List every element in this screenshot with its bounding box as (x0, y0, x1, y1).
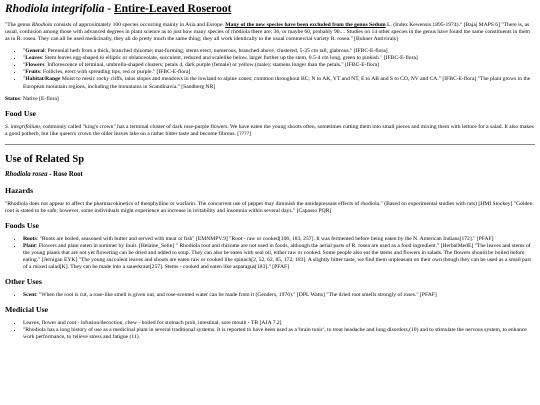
list-item (23, 236, 535, 243)
title-common-name-link[interactable]: Entire-Leaved Roseroot (113, 3, 232, 15)
food-item-label: Plant (23, 242, 36, 249)
feature-text: : Inflorescence of terminal, umbrella-shaped clusters; petals 4, dark purple (female) or yellow (male); stamens longer than the petals." [IFBC-E-flora] (44, 62, 379, 69)
related-species-scientific: Rhodiola rosea (5, 171, 48, 179)
hazards-heading: Hazards (5, 185, 34, 195)
medicinal-use-heading: Medicial Use (5, 305, 49, 315)
food-use-text: , commonly called "king's crown" has a terminal cluster of dark rose-purple flowers. We have eaten the young shoots often, sometimes cutting them into small pieces and mixing them with lettuce for a salad. It also makes a good potherb, but like queen's crown the older leaves take on a rather bitter taste and become fibrous. [????] (5, 123, 534, 137)
status-text: : Native [E-flora] (19, 95, 59, 102)
food-item-label: Roots (23, 235, 37, 242)
list-item (23, 292, 535, 299)
other-use-text: : "When the root is cut, a rose-like smell is given out, and rose-scented water can be made from it (Genders, 1976)." [DPL Watts] "The dried root smells strongly of roses." [PFAF] (36, 292, 437, 299)
status-line (5, 96, 535, 103)
other-use-label: Scent (23, 292, 37, 299)
feature-text: : Perennial herb from a thick, branched rhizome; mat-forming; stems erect, numerous, branched above, clustered, 5-35 cm tall, glabrous." [IFBC-E-flora] (44, 48, 388, 55)
feature-label: Habitat/Range (25, 76, 61, 83)
status-label: Status (5, 95, 20, 102)
hazards-paragraph: "Rhodiola does not appear to affect the pharmacokinetics of theophylline or warfarin. The concurrent use of pepper may diminish the antidepressant effects of rhodiola." (Based on experimental studies with rats) [HMI Stockey] "Golden root is stated to be safe; however, some individuals might experience an increase in irritability and insomnia within several days." [Capasso PQR] (5, 200, 533, 214)
food-use-species: S. integrifolium (5, 123, 40, 130)
food-item-text: : "Roots are boiled, seasoned with butter and served with meat or fish" [EMNMPV.9] "Root - raw or cooked[106, 183, 257]. It was fermented before being eaten by the N. American Indians[172]." [PFAF] (36, 235, 494, 242)
list-item: • "Rhodiola has a long history of use as a medicinal plant in several traditional systems. It is reported to have been used as a 'brain tonic', to treat headache and lung disorders,(10) and to stimulate the nervous system, to enhance work performance, to relieve stress and fatigue (11). (23, 327, 535, 341)
list-item: • "Flowers: Inflorescence of terminal, umbrella-shaped clusters; petals 4, dark purple (female) or yellow (male); stamens longer than the petals." [IFBC-E-flora] (23, 62, 535, 69)
intro-text-1: "The genus (5, 21, 32, 28)
intro-paragraph (5, 22, 535, 43)
foods-use-heading: Foods Use (5, 220, 40, 230)
list-item: • Leaves, flower and root - infusion/decoction, chew - boiled for stomach prob, intestinal, sore mouth - TB [AJA 7.2] (23, 320, 535, 327)
related-species-name (5, 171, 535, 180)
feature-text: Moist to mesic rocky cliffs, talus slopes and meadows in the lowland to alpine zones; common throughout BC; N to AK, YT and NT, E to AB and S to CO, NV and CA." [IFBC-E-flora] "The plant grows in the European mountain regions, including the mountains in Scandinavia." [Sandberg NR] (23, 76, 531, 90)
intro-genus: Rhodiola (31, 21, 53, 28)
foods-use-list (5, 236, 535, 271)
intro-text-2: consists of approximately 100 species occurring mainly in Asia and Europe. (52, 21, 226, 28)
food-use-paragraph (5, 124, 535, 138)
feature-label: Fruits (25, 69, 40, 76)
list-item: • "Fruits: Follicles, erect with spreading tips, red or purple." [IFBC-E-flora] (23, 69, 535, 76)
feature-text: : Stem leaves egg-shaped to elliptic or oblanceolate, succulent, reduced and scalelike below, larger further up the stem, 0.5-4 cm long, green to pinkish." [IFBC-E-flora] (41, 55, 418, 62)
other-uses-list (5, 292, 535, 299)
list-item (23, 243, 535, 271)
related-species-common: - Rose Root (47, 171, 83, 179)
intro-text-3: L. (Index Kewensis 1895-1974)." [Bajaj MAPS 6] "There is, as usual, confusion among those with advanced degrees in plant science as to just how many species of rhodiola there are; 36, or maybe 60, probably 90.... Studies on 14 other species in the genus have found the same constituents in them as in R. rosea. They can all be used medicinally, they all do pretty much the same thing; they all work identically to the usual commercial variety R. rosea." [Buhner Antivirals] (5, 21, 530, 42)
feature-text: : Follicles, erect with spreading tips, red or purple." [IFBC-E-flora] (39, 69, 191, 76)
intro-highlight: Many of the new species have been excluded from the genus Sedum (225, 21, 386, 28)
other-uses-heading: Other Uses (5, 277, 42, 287)
feature-label: General (25, 48, 45, 55)
feature-label: Flowers (25, 62, 45, 69)
feature-label: Leaves (25, 55, 42, 62)
medicinal-use-list (5, 320, 535, 341)
list-item: • "Habitat/Range Moist to mesic rocky cliffs, talus slopes and meadows in the lowland to alpine zones; common throughout BC; N to AK, YT and NT, E to AB and S to CO, NV and CA." [IFBC-E-flora] "The plant grows in the European mountain regions, including the mountains in Scandinavia." [Sandberg NR] (23, 76, 535, 90)
section-divider (5, 144, 535, 145)
food-use-heading: Food Use (5, 108, 36, 118)
food-item-text: : Flowers and plant eaten in summer by Inuit. [Helaine_Selin] " Rhodiola root and rhizome are not used in foods, although the aerial parts of R. rosea are used as a food ingredient." [HerbalMedE] "The leaves and stems of the young plants that are not yet flowering can be dried and added to soup. They can also be eaten with seal oil, either raw or cooked. Some people also eat the stems and flowers in salads. The flowers should be boiled before eating." [Jernigan EYK] "The young succulent leaves and shoots are eaten raw or cooked like spinach[2, 52, 62, 85, 172, 183]. A slightly bitter taste, we find them unpleasant on their own though they can be used as a small part of a mixed salad[K]. They can be made into a sauerkraut[257]. Stems - cooked and eaten like asparagus[183]." [PFAF] (23, 242, 531, 271)
related-species-heading: Use of Related Sp (5, 153, 85, 165)
list-item: • "Leaves: Stem leaves egg-shaped to elliptic or oblanceolate, succulent, reduced and scalelike below, larger further up the stem, 0.5-4 cm long, green to pinkish." [IFBC-E-flora] (23, 55, 535, 62)
list-item: • "General: Perennial herb from a thick, branched rhizome; mat-forming; stems erect, numerous, branched above, clustered, 5-35 cm tall, glabrous." [IFBC-E-flora] (23, 48, 535, 55)
title-separator: - (104, 3, 114, 15)
page-title (5, 3, 535, 17)
title-scientific-name: Rhodiola integrifolia (5, 3, 105, 15)
features-list (5, 48, 535, 91)
